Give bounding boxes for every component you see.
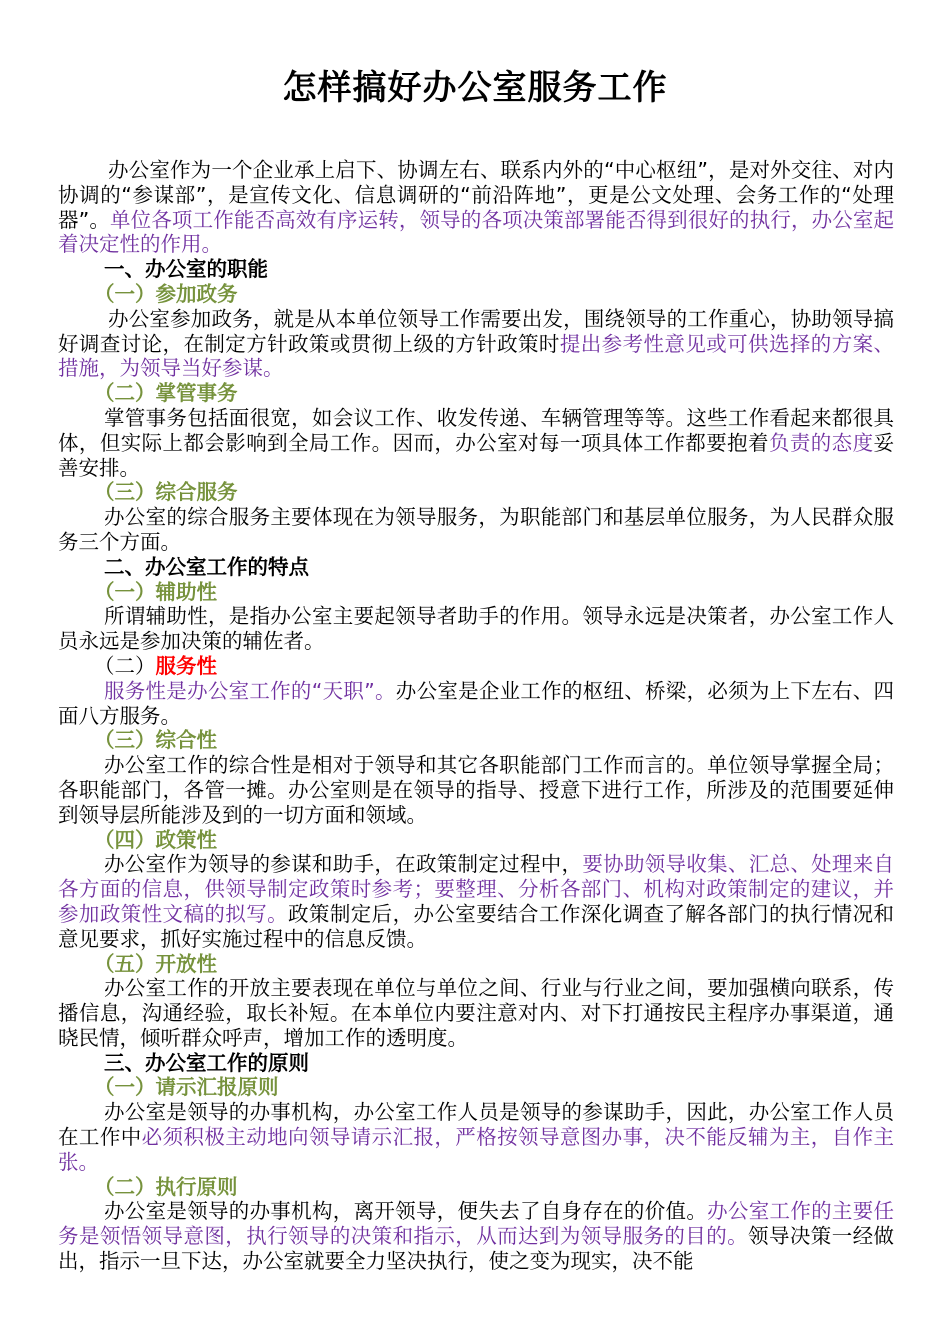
paragraph-text: 所谓辅助性，是指办公室主要起领导者助手的作用。领导永远是决策者，办公室工作人员永远是参加决策的辅佐者。: [58, 604, 894, 654]
paragraph-3-1: [58, 1100, 894, 1174]
paragraph-text: 办公室是企业工作的枢纽、桥梁，必须为上下左右、四面八方服务。: [58, 678, 894, 728]
paragraph-2-1: [58, 604, 894, 654]
paragraph-tail: 领导决策一经做出，指示一旦下达，办公室就要全力坚决执行，使之变为现实，决不能: [58, 1224, 895, 1274]
paragraph-1-3: [58, 505, 894, 555]
paragraph-text: 办公室参加政务，就是从本单位领导工作需要出发，围绕领导的工作重心，协助领导搞好调查讨论，在制定方针政策或贯彻上级的方针政策时: [58, 306, 894, 356]
paragraph-2-3: [58, 753, 894, 827]
subheading-2-3: （三）综合性: [94, 728, 217, 753]
paragraph-1-2: [58, 406, 894, 480]
paragraph-1-1: [58, 307, 894, 381]
subheading-2-4: （四）政策性: [94, 827, 217, 852]
paragraph-2-5: [58, 976, 894, 1050]
paragraph-text: 办公室的综合服务主要体现在为领导服务，为职能部门和基层单位服务，为人民群众服务三个方面。: [58, 505, 894, 554]
paragraph-tail: 妥善安排。: [58, 430, 895, 480]
paragraph-text: 办公室工作的综合性是相对于领导和其它各职能部门工作而言的。单位领导掌握全局；各职能部门，各管一摊。办公室则是在领导的指导、授意下进行工作，所涉及的范围要延伸到领导层所能涉及到的一切方面和领域。: [58, 753, 894, 827]
paragraph-text: 办公室是领导的办事机构，办公室工作人员是领导的参谋助手，因此，办公室工作人员在工作中: [58, 1100, 894, 1150]
section-heading-1: 一、办公室的职能: [104, 257, 268, 282]
document-body: [58, 158, 894, 1274]
subheading-2-5: （五）开放性: [94, 951, 217, 976]
subheading-3-2: （二）执行原则: [94, 1174, 238, 1199]
subheading-3-1: （一）请示汇报原则: [94, 1075, 279, 1100]
document-title: 怎样搞好办公室服务工作: [282, 68, 668, 108]
paragraph-text: 办公室作为领导的参谋和助手，在政策制定过程中，: [104, 852, 583, 877]
subheading-2-1: （一）辅助性: [94, 579, 217, 604]
paragraph-highlight: 提出参考性意见或可供选择的方案、措施，为领导当好参谋。: [58, 331, 895, 381]
paragraph-tail: 政策制定后，办公室要结合工作深化调查了解各部门的执行情况和意见要求，抓好实施过程中的信息反馈。: [58, 901, 895, 951]
subheading-2-2: [58, 654, 894, 679]
paragraph-highlight: 负责的态度: [768, 430, 874, 455]
paragraph-text: 办公室工作的开放主要表现在单位与单位之间、行业与行业之间，要加强横向联系，传播信息，沟通经验，取长补短。在本单位内要注意对内、对下打通按民主程序办事渠道，通晓民情，倾听群众呼声，增加工作的透明度。: [58, 976, 894, 1050]
paragraph-2-4: [58, 852, 894, 951]
subheading-prefix: （二）: [94, 653, 156, 678]
paragraph-highlight: 服务性是办公室工作的“天职”。: [104, 678, 396, 703]
paragraph-highlight: 必须积极主动地向领导请示汇报，严格按领导意图办事，决不能反辅为主，自作主张。: [58, 1125, 895, 1174]
paragraph-text: 掌管事务包括面很宽，如会议工作、收发传递、车辆管理等等。这些工作看起来都很具体，但实际上都会影响到全局工作。因而，办公室对每一项具体工作都要抱着: [58, 405, 894, 455]
paragraph-highlight: 办公室工作的主要任务是领悟领导意图，执行领导的决策和指示，从而达到为领导服务的目的。: [58, 1199, 895, 1249]
subheading-1-2: （二）掌管事务: [94, 381, 238, 406]
intro-paragraph: [58, 158, 894, 257]
subheading-word: 服务性: [155, 653, 217, 678]
intro-highlight: 单位各项工作能否高效有序运转，领导的各项决策部署能否得到很好的执行，办公室起着决定性的作用。: [58, 207, 895, 257]
subheading-1-1: （一）参加政务: [94, 281, 238, 306]
paragraph-highlight: 要协助领导收集、汇总、处理来自各方面的信息，供领导制定政策时参考；要整理、分析各部门、机构对政策制定的建议，并参加政策性文稿的拟写。: [58, 852, 895, 926]
paragraph-2-2: [58, 679, 894, 729]
section-heading-2: 二、办公室工作的特点: [104, 554, 309, 579]
paragraph-text: 办公室是领导的办事机构，离开领导，便失去了自身存在的价值。: [104, 1199, 708, 1224]
paragraph-3-2: [58, 1199, 894, 1273]
subheading-1-3: （三）综合服务: [94, 480, 238, 505]
section-heading-3: 三、办公室工作的原则: [104, 1050, 309, 1075]
intro-text: 办公室作为一个企业承上启下、协调左右、联系内外的“中心枢纽”，是对外交往、对内协调的“参谋部”，是宣传文化、信息调研的“前沿阵地”，更是公文处理、会务工作的“处理器”。: [58, 158, 894, 232]
